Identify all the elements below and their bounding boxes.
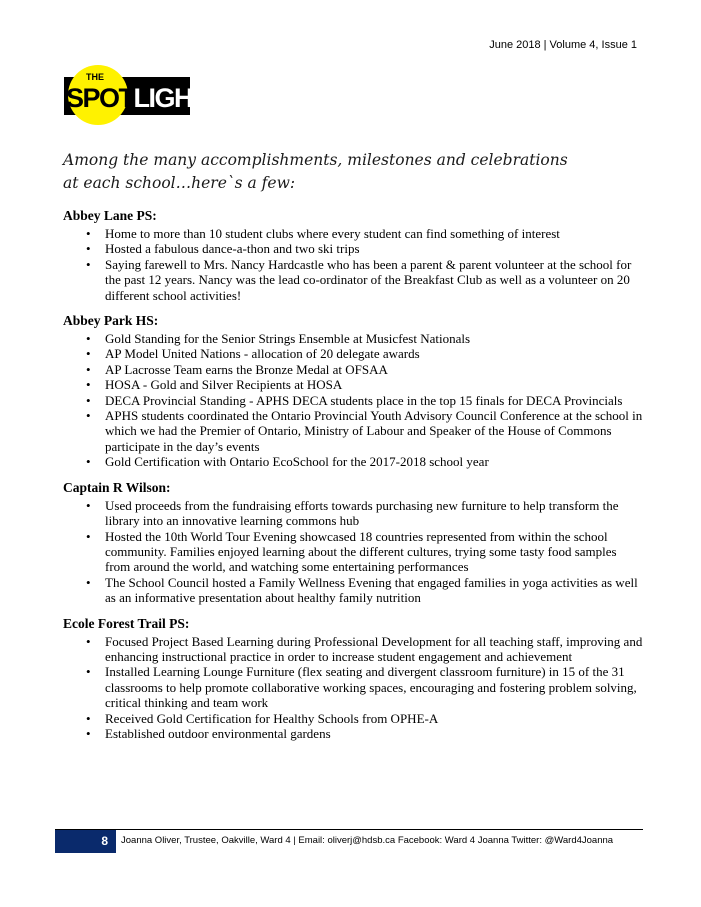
list-item: • Gold Certification with Ontario EcoSchool for the 2017-2018 school year [105,454,643,469]
school-title: Abbey Lane PS: [63,208,157,223]
school-section [63,480,643,606]
footer-contact: Joanna Oliver, Trustee, Oakville, Ward 4 | Email: oliverj@hdsb.ca Facebook: Ward 4 Joanna Twitter: @Ward4Joanna [121,835,614,846]
list-item: • Established outdoor environmental gardens [105,726,643,741]
issue-info: June 2018 | Volume 4, Issue 1 [489,39,637,51]
accomplishment-list [63,634,643,742]
spotlight-logo [64,65,208,125]
logo-light-text: LIGHT [133,83,208,113]
list-item: • Hosted the 10th World Tour Evening showcased 18 countries represented from within the school community. Families enjoyed learning about the different cultures, trying some tasty food samples from around the world, and watching some entertaining performances [105,529,643,575]
accomplishment-list [63,331,643,470]
logo-spot-text: SPOT [66,83,134,113]
list-item: • HOSA - Gold and Silver Recipients at HOSA [105,377,643,392]
accomplishment-list [63,498,643,606]
list-item: • Installed Learning Lounge Furniture (flex seating and divergent classroom furniture) in 15 of the 31 classrooms to help promote collaborative working spaces, encouraging and fostering problem solving, critical thinking and team work [105,664,643,710]
list-item: • Used proceeds from the fundraising efforts towards purchasing new furniture to help transform the library into an innovative learning commons hub [105,498,643,529]
list-item: • Hosted a fabulous dance-a-thon and two ski trips [105,241,643,256]
list-item: • AP Model United Nations - allocation of 20 delegate awards [105,346,643,361]
list-item: • Home to more than 10 student clubs where every student can find something of interest [105,226,643,241]
list-item: • AP Lacrosse Team earns the Bronze Medal at OFSAA [105,362,643,377]
list-item: • Focused Project Based Learning during Professional Development for all teaching staff, improving and enhancing instructional practice in order to increase student engagement and achievement [105,634,643,665]
school-sections [63,208,643,751]
list-item: • APHS students coordinated the Ontario Provincial Youth Advisory Council Conference at the school in which we had the Premier of Ontario, Ministry of Labour and Speaker of the House of Commons participate in the day’s events [105,408,643,454]
list-item: • Saying farewell to Mrs. Nancy Hardcastle who has been a parent & parent volunteer at the school for the past 12 years. Nancy was the lead co-ordinator of the Breakfast Club as well as a volunteer on 20 different school activities! [105,257,643,303]
school-section [63,313,643,470]
school-title: Abbey Park HS: [63,313,159,329]
accomplishment-list [63,226,643,303]
logo-the-text: THE [86,72,104,82]
school-title: Captain R Wilson: [63,479,171,495]
school-section [63,616,643,742]
list-item: • Gold Standing for the Senior Strings Ensemble at Musicfest Nationals [105,331,643,346]
list-item: • The School Council hosted a Family Wellness Evening that engaged families in yoga activities as well as an informative presentation about healthy family nutrition [105,575,643,606]
school-section [63,208,643,303]
intro-heading: Among the many accomplishments, milestones and celebrations at each school…here`s a few: [63,151,568,192]
page-number: 8 [55,830,116,853]
school-title: Ecole Forest Trail PS: [63,615,190,631]
list-item: • Received Gold Certification for Healthy Schools from OPHE-A [105,711,643,726]
footer-divider [55,829,643,830]
logo-wordmark [66,85,207,112]
list-item: • DECA Provincial Standing - APHS DECA students place in the top 15 finals for DECA Provincials [105,393,643,408]
